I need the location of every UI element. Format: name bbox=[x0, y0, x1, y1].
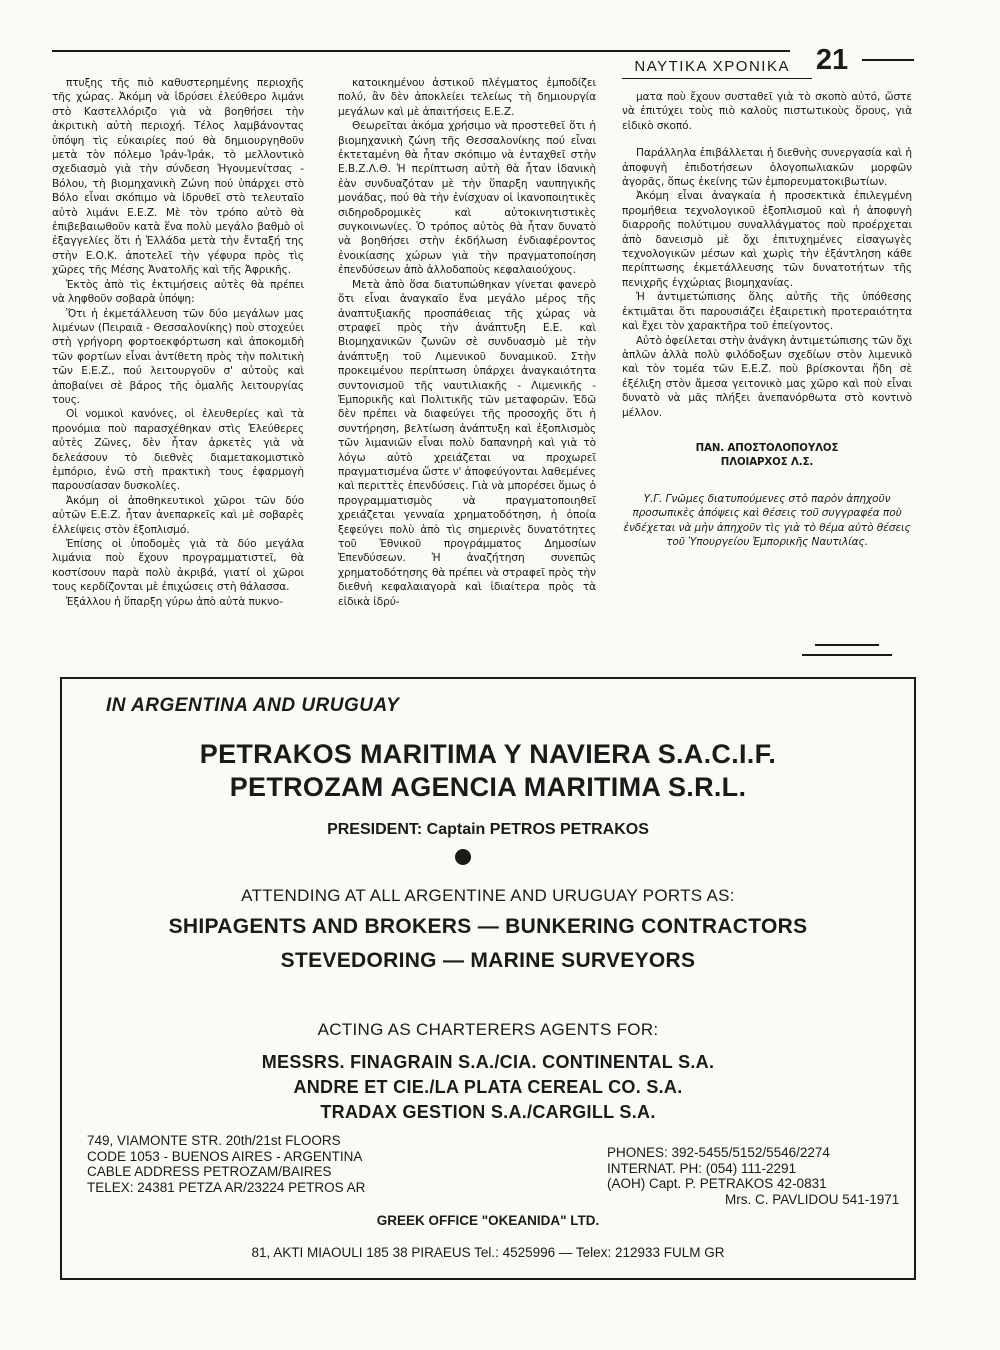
paragraph: Θεωρεῖται ἀκόμα χρήσιμο νὰ προστεθεῖ ὅτι ἡ βιομηχανικὴ ζώνη τῆς Θεσσαλονίκης πού εἶναι ἐκτεταμένη θὰ ἦταν σκόπιμο νὰ ἐνταχθεῖ στὴν Ε.Β.Ζ.Λ.Θ. Ἡ περίπτωση αὐτὴ θὰ ἦταν ἰδανικὴ ἐὰν συνδυαζόταν μὲ τὴν ὕπαρξη ναυπηγικῆς μονάδας, πού θὰ τὴν ἐνίσχυαν οἱ ἱκανοποιητικὲς σιδηροδρομικὲς καὶ αὐτοκινητιστικὲς συγκοινωνίες. Ὁ τρόπος αὐτὸς θὰ ἦταν δυνατὸ νὰ βοηθήσει στὴν ἐκδήλωση ἐνδιαφέροντος ἐνοικίασης χώρων γιὰ τὴν πραγματοποίηση ἐπενδύσεων ἀπὸ ἀλλοδαποὺς κεφαλαιούχους. bbox=[338, 120, 596, 277]
paragraph: Ἐπίσης οἱ ὑποδομὲς γιὰ τὰ δύο μεγάλα λιμάνια ποὺ ἔχουν προγραμματιστεῖ, θὰ κοστίσουν παρὰ πολὺ ἀκριβά, γιατί οἱ χῶροι τους κερδίζονται μὲ ἐπιχώσεις στὴ θάλασσα. bbox=[52, 538, 304, 594]
author-title: ΠΛΟΙΑΡΧΟΣ Λ.Σ. bbox=[720, 456, 814, 468]
paragraph: Ἀκόμη οἱ ἀποθηκευτικοὶ χῶροι τῶν δύο αὐτῶν Ε.Ε.Ζ. ἦταν ἀνεπαρκεῖς καὶ μὲ σοβαρὲς ἐλλείψεις στὸν ἐξοπλισμό. bbox=[52, 494, 304, 536]
header-rule-right bbox=[862, 59, 914, 61]
ad-principal-2: ANDRE ET CIE./LA PLATA CEREAL CO. S.A. bbox=[293, 1077, 683, 1097]
paragraph: Ἐκτὸς ἀπὸ τὶς ἐκτιμήσεις αὐτὲς θὰ πρέπει νὰ ληφθοῦν σοβαρὰ ὑπόψη: bbox=[52, 278, 304, 306]
ad-region-heading: IN ARGENTINA AND URUGUAY bbox=[106, 695, 400, 716]
paragraph: Αὐτὸ ὀφείλεται στὴν ἀνάγκη ἀντιμετώπισης τῶν ὄχι ἁπλῶν ἀλλὰ πολὺ φιλόδοξων σχεδίων στὸν λιμενικὸ καὶ τὸν τομέα τῶν Ε.Ε.Ζ. ποὺ βρίσκονται ἤδη σὲ ἐξέλιξη στὸν ἄμεσα γειτονικὸ μας χῶρο καὶ ποὺ εἶναι δυνατὸ νὰ μᾶς πλήξει ἀνεπανόρθωτα στὸ κοντινὸ μέλλον. bbox=[622, 334, 912, 419]
paragraph: Ἐξάλλου ἡ ὕπαρξη γύρω ἀπὸ αὐτὰ πυκνο- bbox=[66, 595, 283, 608]
address-line: CABLE ADDRESS PETROZAM/BAIRES bbox=[87, 1164, 332, 1179]
address-line: TELEX: 24381 PETZA AR/23224 PETROS AR bbox=[87, 1179, 366, 1195]
paragraph: Παράλληλα ἐπιβάλλεται ἡ διεθνὴς συνεργασία καὶ ἡ ἀποφυγὴ ἐπιδοτήσεων ὁλογοπωλιακῶν μορφῶν ἀγορᾶς, ὅπως ἐκείνης τῶν ἐμπορευματοκιβωτίων. bbox=[622, 147, 912, 189]
ad-services-2: STEVEDORING — MARINE SURVEYORS bbox=[280, 949, 696, 972]
paragraph: Οἱ νομικοὶ κανόνες, οἱ ἐλευθερίες καὶ τὰ προνόμια ποὺ παρασχέθηκαν στὶς Ἐλεύθερες αὐτὲς Ζῶνες, δὲν ἦταν ἀρκετὲς γιὰ νὰ δελεάσουν τὸ διεθνὲς διαμετακομιστικὸ ἐμπόριο, ἐνῶ στὴ πρακτικὴ τους ἐφαρμογὴ παρουσίασαν δυσκολίες. bbox=[52, 408, 304, 493]
header-rule-left bbox=[52, 50, 790, 52]
bullet-dot-icon bbox=[455, 849, 471, 865]
ad-president: PRESIDENT: Captain PETROS PETRAKOS bbox=[327, 821, 649, 838]
end-rule-upper bbox=[815, 644, 879, 646]
end-rule-lower bbox=[802, 654, 892, 656]
paragraph: ματα ποὺ ἔχουν συσταθεῖ γιὰ τὸ σκοπὸ αὐτό, ὥστε νὰ ἐπιτύχει τοὺς πιὸ καλοὺς πιστωτικοὺς ὅρους, γιὰ εἰδικὸ σκοπό. bbox=[622, 91, 912, 132]
postscript-note: Υ.Γ. Γνῶμες διατυπούμενες στὸ παρὸν ἀπηχοῦν προσωπικὲς ἀπόψεις καὶ θέσεις τοῦ συγγραφέα ποὺ ἐνδέχεται νὰ μὴν ἀπηχοῦν τὶς γιὰ τὸ θέμα αὐτὸ θέσεις τοῦ Ὑπουργείου Ἐμπορικῆς Ναυτιλίας. bbox=[623, 492, 911, 549]
address-line: CODE 1053 - BUENOS AIRES - ARGENTINA bbox=[87, 1148, 363, 1164]
ad-services-1: SHIPAGENTS AND BROKERS — BUNKERING CONTRACTORS bbox=[168, 915, 808, 938]
paragraph-gap bbox=[622, 133, 912, 146]
advertisement-box bbox=[60, 677, 916, 1280]
ad-company-2: PETROZAM AGENCIA MARITIMA S.R.L. bbox=[229, 772, 747, 802]
paragraph: κατοικημένου ἀστικοῦ πλέγματος ἐμποδίζει πολύ, ἂν δὲν ἀποκλείει τελείως τὴ δημιουργία μεγάλων καὶ μὲ ἀπαιτήσεις Ε.Ε.Ζ. bbox=[338, 77, 596, 118]
ad-attending: ATTENDING AT ALL ARGENTINE AND URUGUAY PORTS AS: bbox=[241, 886, 735, 905]
paragraph: Ἡ ἀντιμετώπισης ὅλης αὐτῆς τῆς ὑπόθεσης ἐκτιμᾶται ὅτι παρουσιάζει ἐξαιρετικὴ προτεραιότητα καὶ ἔχει τὸν χαρακτῆρα τοῦ ἐπείγοντος. bbox=[622, 291, 912, 333]
internat-phone-line: INTERNAT. PH: (054) 111-2291 bbox=[607, 1160, 797, 1176]
paragraph: Μετὰ ἀπὸ ὅσα διατυπώθηκαν γίνεται φανερὸ ὅτι εἶναι ἀναγκαῖο ἕνα μεγάλο μέρος τῆς ἀναπτυξιακῆς προσπάθειας τῆς χώρας νὰ στραφεῖ πρὸς τὴν ἀνάπτυξη Ε.Ε. καὶ Βιομηχανικῶν ζωνῶν σὲ συνδυασμὸ μὲ τὴν ἀνάπτυξη τοῦ Λιμενικοῦ δυναμικοῦ. Στὴν προκειμένου περίπτωση ὑπάρχει ἀναγκαιότητα συντονισμοῦ τῆς ναυτιλιακῆς - Λιμενικῆς - Ἐμπορικῆς καὶ Πολιτικῆς τῶν μεταφορῶν. Ἐδῶ δὲν πρέπει νὰ διαφεύγει τῆς προσοχῆς ὅτι ἡ συντήρηση, βελτίωση ἀνάπτυξη καὶ ἐξοπλισμὸς τῶν λιμανιῶν εἶναι πολὺ δαπανηρὴ καὶ γιὰ τὸ λόγω αὐτὸ χρειάζεται να προχωρεῖ πραγματισμένα ὥστε ν' ἀποφεύγονται λαθεμένες καὶ περιττὲς ἐπενδύσεις. Γιὰ νὰ μπορέσει ὅμως ὁ προγραμματισμὸς νὰ πραγματοποιηθεῖ χρειάζεται γενναία χρηματοδότηση, ἡ ὁποία ξεφεύγει πολὺ ἀπὸ τὶς σημερινὲς δυνατότητες τοῦ Ἐθνικοῦ προγράμματος Δημοσίων Ἐπενδύσεων. Ἡ ἀναζήτηση συνεπῶς χρηματοδότησης θὰ πρέπει νὰ στραφεῖ πρὸς τὴν διεθνὴ κεφαλαιαγορὰ καὶ ἰδιαίτερα πρὸς τὰ εἰδικὰ ἱδρύ- bbox=[338, 278, 596, 608]
article-column-3 bbox=[622, 90, 912, 550]
ad-acting-as: ACTING AS CHARTERERS AGENTS FOR: bbox=[317, 1020, 659, 1039]
address-line: 749, VIAMONTE STR. 20th/21st FLOORS bbox=[87, 1133, 341, 1148]
magazine-title: ΝΑΥΤΙΚΑ ΧΡΟΝΙΚΑ bbox=[634, 58, 790, 75]
phones-line: PHONES: 392-5455/5152/5546/2274 bbox=[607, 1145, 830, 1160]
ad-principal-1: MESSRS. FINAGRAIN S.A./CIA. CONTINENTAL S.A. bbox=[261, 1052, 715, 1072]
ad-phones-block bbox=[607, 1145, 899, 1207]
page-number: 21 bbox=[815, 44, 849, 76]
aoh-phone-line: (AOH) Capt. P. PETRAKOS 42-0831 bbox=[607, 1176, 827, 1191]
author-name: ΠΑΝ. ΑΠΟΣΤΟΛΟΠΟΥΛΟΣ bbox=[695, 442, 839, 454]
paragraph: Ἀκόμη εἶναι ἀναγκαία ἡ προσεκτικὰ ἐπιλεγμένη προμήθεια τεχνολογικοῦ ἐξοπλισμοῦ καὶ ἡ ἀποφυγὴ διαρροῆς πολύτιμου συναλλάγματος ποὺ προέρχεται ἀπὸ δανεισμὸ μὲ ὄχι ἐπιτυχημένες εἰσαγωγὲς τεχνολογικῶν μέσων καὶ χωρὶς τὴν ἐξάντληση κάθε περίπτωσης ἐκμετάλλευσης τῶν δυνατοτήτων τῆς πενιχρῆς ἐγχώριας βιομηχανίας. bbox=[622, 190, 912, 289]
article-column-2 bbox=[338, 76, 596, 609]
ad-address-block bbox=[87, 1133, 365, 1195]
article-column-1 bbox=[52, 76, 304, 609]
author-signature bbox=[622, 442, 912, 470]
mrs-phone-line: Mrs. C. PAVLIDOU 541-1971 bbox=[725, 1191, 900, 1207]
ad-company-1: PETRAKOS MARITIMA Y NAVIERA S.A.C.I.F. bbox=[199, 739, 777, 769]
header-rule-under-title bbox=[622, 78, 812, 79]
paragraph: πτυξης τῆς πιὸ καθυστερημένης περιοχῆς τῆς χώρας. Ἀκόμη νὰ ἱδρύσει ἐλεύθερο λιμάνι στὸ Καστελλόριζο γιὰ νὰ βοηθήσει τὴν ἀκριτικὴ αὐτὴ περιοχή. Τέλος λαμβάνοντας ὑπόψη τὶς εὐκαιρίες πού θὰ δημιουργηθοῦν μετὰ τὸν πόλεμο Ἰράν-Ἰράκ, τὸ μελλοντικὸ σχεδιασμὸ γιὰ τὴν σύνδεση Ἡγουμενίτσας - Βόλου, τὴ βιομηχανικὴ Ζώνη πού ὑπάρχει στὸ Βόλο εἶναι σκόπιμο νὰ ἱδρυθεῖ στὸ τελευταῖο αὐτὸ λιμάνι Ε.Ε.Ζ. Μὲ τὸν τρόπο αὐτὸ θὰ ἐπιβεβαιωθοῦν κατὰ ἕνα πολὺ μεγάλο βαθμὸ οἱ ἐξαγγελίες ὅτι ἡ Ἑλλάδα μετὰ τὴν ἔνταξή της στὴν Ε.Ο.Κ. ἀποτελεῖ τὴν γέφυρα πρὸς τὶς χῶρες τῆς Μέσης Ἀνατολῆς καὶ τῆς Ἀφρικῆς. bbox=[52, 77, 304, 277]
paragraph: Ὅτι ἡ ἐκμετάλλευση τῶν δύο μεγάλων μας λιμένων (Πειραιᾶ - Θεσσαλονίκης) ποὺ στοχεύει στὴ γρήγορη φορτοεκφόρτωση καὶ ἀποκομιδὴ τῶν φορτίων εἶναι ἀντίθετη πρὸς τὴν πολιτικὴ τῶν Ε.Ε.Ζ., πού λειτουργοῦν σ' αὐτοὺς καὶ ἀποβαίνει σὲ βάρος τῆς ὁμαλῆς λειτουργίας τους. bbox=[52, 307, 304, 406]
ad-greek-office: GREEK OFFICE "OKEANIDA" LTD. bbox=[376, 1213, 600, 1228]
ad-greek-address: 81, AKTI MIAOULI 185 38 PIRAEUS Tel.: 4525996 — Telex: 212933 FULM GR bbox=[251, 1245, 725, 1260]
ad-principal-3: TRADAX GESTION S.A./CARGILL S.A. bbox=[320, 1102, 656, 1122]
